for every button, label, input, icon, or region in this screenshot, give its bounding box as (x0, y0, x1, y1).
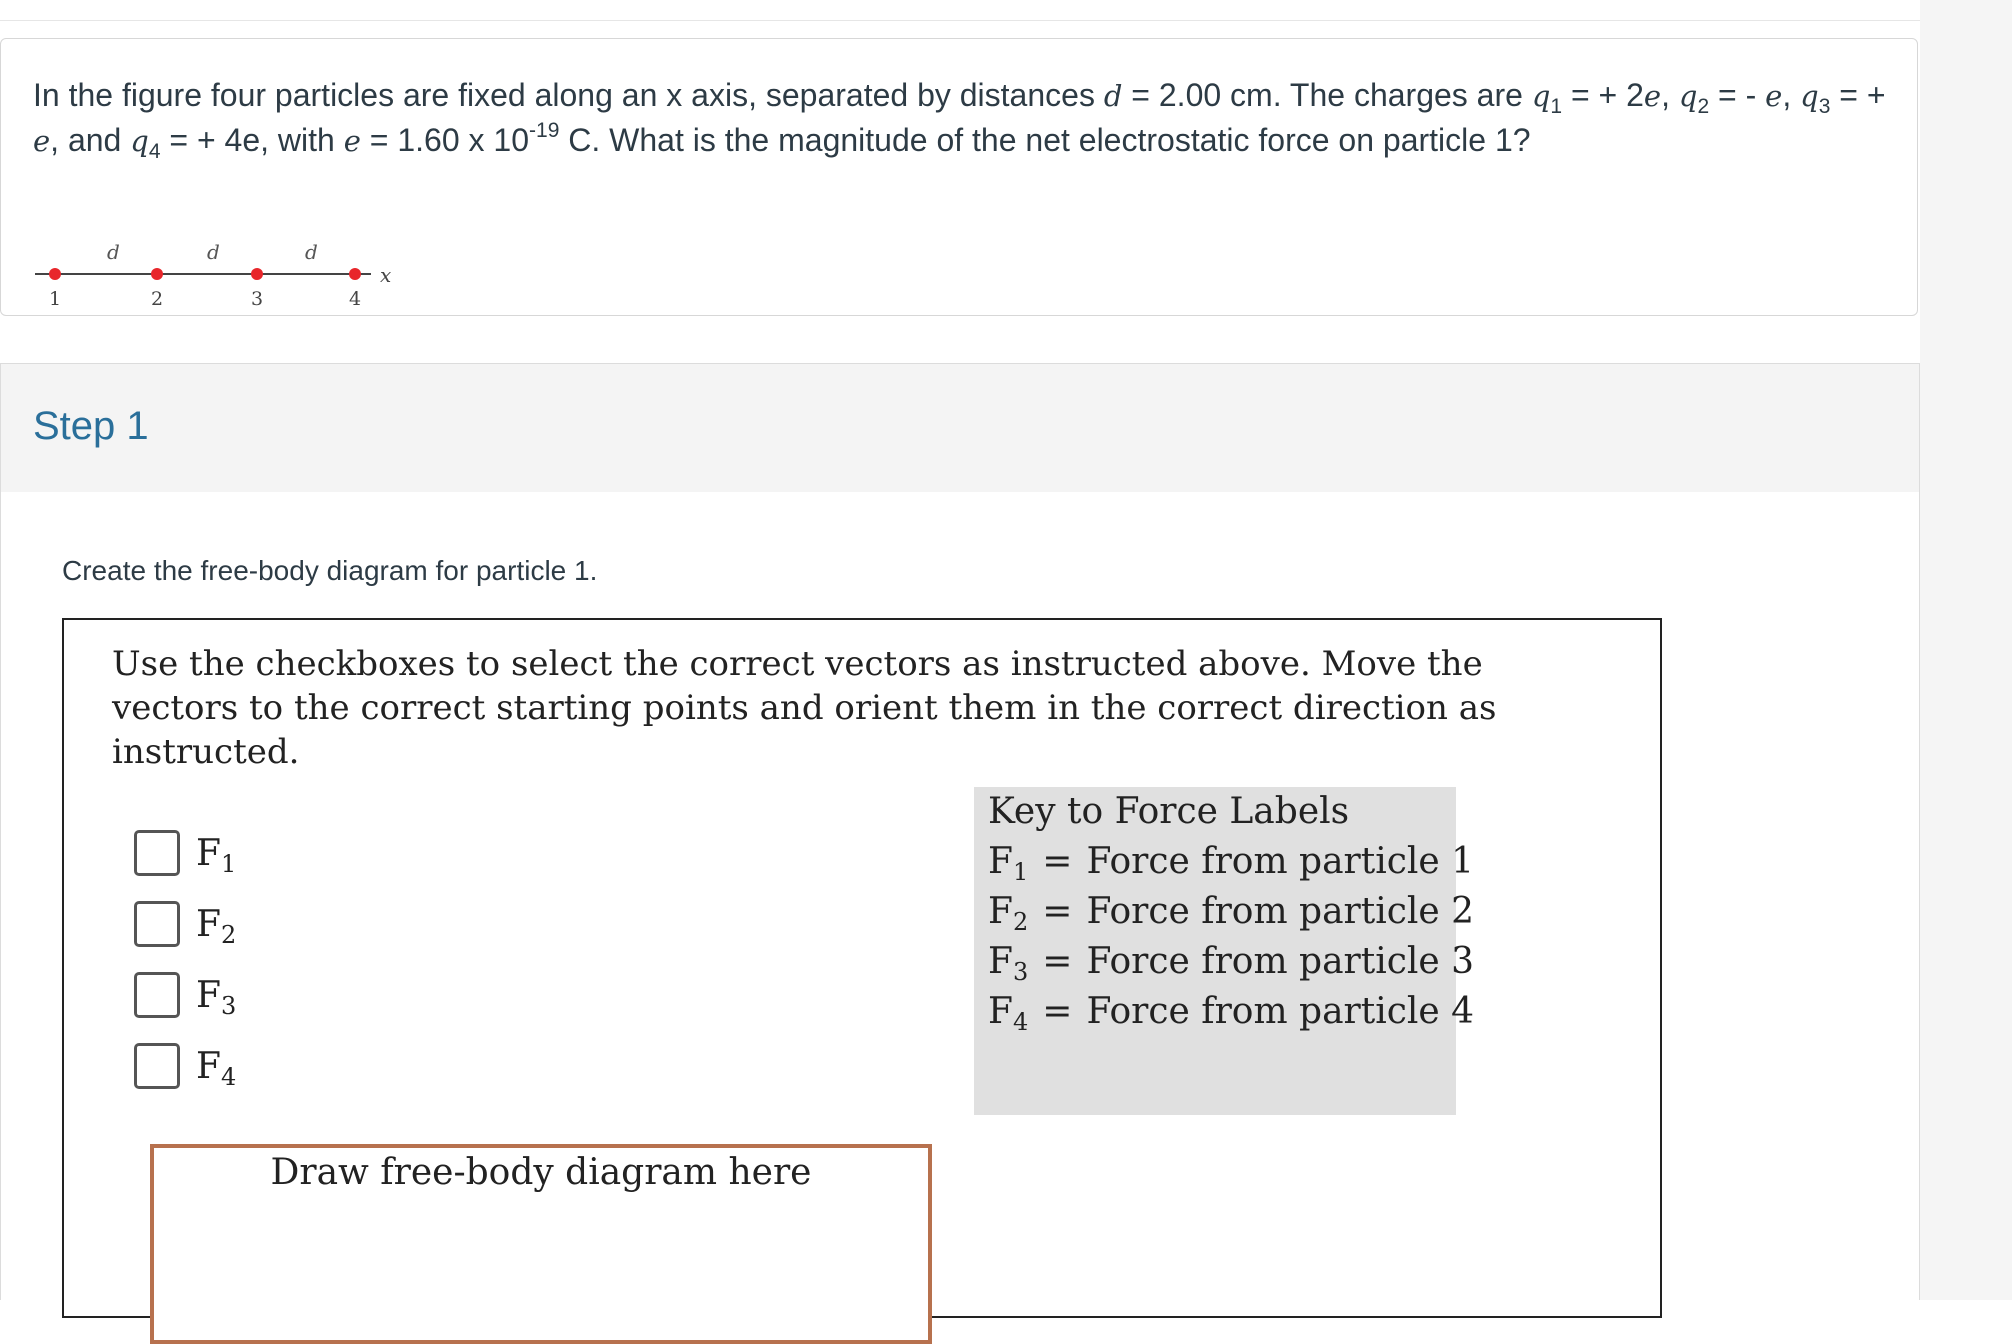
page-gutter (1920, 0, 2012, 1300)
e-value: = 1.60 x 10 (360, 122, 530, 158)
applet-instructions: Use the checkboxes to select the correct vectors as instructed above. Move the vectors to the correct starting points and orient them in the correct direction as instructed. (112, 644, 1497, 772)
checkbox-f2-row[interactable] (134, 901, 236, 947)
var-q3: q (1800, 79, 1819, 113)
q1-subscript: 1 (1550, 95, 1563, 118)
question-part2: = 2.00 cm. The charges are (1122, 77, 1532, 113)
key-letter: F (988, 841, 1013, 882)
question-part1: In the figure four particles are fixed along an x axis, separated by distances (33, 77, 1104, 113)
separator: , (1782, 77, 1801, 113)
checkbox-f1-row[interactable] (134, 830, 236, 876)
key-text: Force from particle 3 (1086, 941, 1475, 982)
spacing-label-2: d (207, 240, 220, 264)
checkbox-f1-label (196, 832, 237, 878)
key-row-f2 (988, 891, 1475, 936)
q2-value: = - (1709, 77, 1766, 113)
checkbox-f3-label (196, 974, 237, 1020)
checkbox-f3-row[interactable] (134, 972, 236, 1018)
key-title: Key to Force Labels (988, 791, 1350, 832)
question-part3: C. What is the magnitude of the net electrostatic force on particle 1? (559, 122, 1531, 158)
var-q2: q (1678, 79, 1698, 113)
particle-3-label: 3 (251, 288, 264, 310)
key-subscript: 2 (1012, 908, 1029, 936)
step-header (0, 363, 1920, 493)
label-subscript: 1 (220, 849, 237, 878)
separator: , (1661, 77, 1679, 113)
particle-4-dot (349, 268, 361, 280)
label-letter: F (196, 832, 221, 874)
checkbox-f3[interactable] (134, 972, 180, 1018)
particle-1-label: 1 (49, 288, 62, 310)
var-q4: q (130, 124, 149, 158)
checkbox-f1[interactable] (134, 830, 180, 876)
checkbox-f4-label (196, 1045, 237, 1091)
key-letter: F (988, 991, 1013, 1032)
label-letter: F (196, 1045, 221, 1087)
q4-subscript: 4 (148, 140, 161, 163)
key-subscript: 3 (1012, 958, 1029, 986)
q2-e: e (1765, 79, 1783, 113)
separator: , and (50, 122, 131, 158)
e-exponent: -19 (529, 119, 560, 142)
key-letter: F (988, 891, 1013, 932)
label-letter: F (196, 974, 221, 1016)
q1-e: e (1643, 79, 1662, 113)
draw-area-label: Draw free-body diagram here (270, 1152, 812, 1193)
key-equals: = (1042, 941, 1073, 982)
key-subscript: 1 (1012, 858, 1029, 886)
spacing-label-3: d (305, 240, 318, 264)
key-row-f4 (988, 991, 1475, 1036)
key-equals: = (1042, 841, 1073, 882)
free-body-applet (62, 618, 1662, 1318)
key-text: Force from particle 1 (1086, 841, 1475, 882)
q3-value: = + (1830, 77, 1886, 113)
particle-4-label: 4 (349, 288, 362, 310)
checkbox-f2-label (196, 903, 237, 949)
q2-subscript: 2 (1697, 95, 1710, 118)
q3-subscript: 3 (1818, 95, 1831, 118)
var-q1: q (1531, 79, 1551, 113)
particle-figure (31, 199, 411, 319)
checkbox-f4[interactable] (134, 1043, 180, 1089)
label-subscript: 4 (220, 1062, 237, 1091)
key-equals: = (1042, 891, 1073, 932)
key-row-f3 (988, 941, 1475, 986)
draw-area[interactable] (150, 1144, 932, 1344)
q4-value: = + 4e, with (160, 122, 344, 158)
key-equals: = (1042, 991, 1073, 1032)
label-subscript: 3 (220, 991, 237, 1020)
step-title: Step 1 (33, 404, 149, 448)
key-letter: F (988, 941, 1013, 982)
key-text: Force from particle 4 (1086, 991, 1475, 1032)
key-text: Force from particle 2 (1086, 891, 1475, 932)
var-d: d (1103, 79, 1123, 113)
checkbox-f4-row[interactable] (134, 1043, 236, 1089)
key-subscript: 4 (1012, 1008, 1029, 1036)
particle-2-dot (151, 268, 163, 280)
checkbox-f2[interactable] (134, 901, 180, 947)
spacing-label-1: d (107, 240, 120, 264)
label-subscript: 2 (220, 920, 237, 949)
key-row-f1 (988, 841, 1475, 886)
particle-2-label: 2 (151, 288, 164, 310)
top-divider (0, 20, 1920, 21)
particle-3-dot (251, 268, 263, 280)
question-card (0, 38, 1918, 316)
var-e: e (343, 124, 361, 158)
particle-1-dot (49, 268, 61, 280)
q3-e: e (33, 124, 51, 158)
x-axis-label: x (380, 263, 392, 287)
force-label-key (974, 787, 1475, 1115)
q1-value: = + 2 (1562, 77, 1644, 113)
label-letter: F (196, 903, 221, 945)
question-text (33, 73, 1893, 163)
step-instruction: Create the free-body diagram for particle 1. (62, 555, 598, 586)
